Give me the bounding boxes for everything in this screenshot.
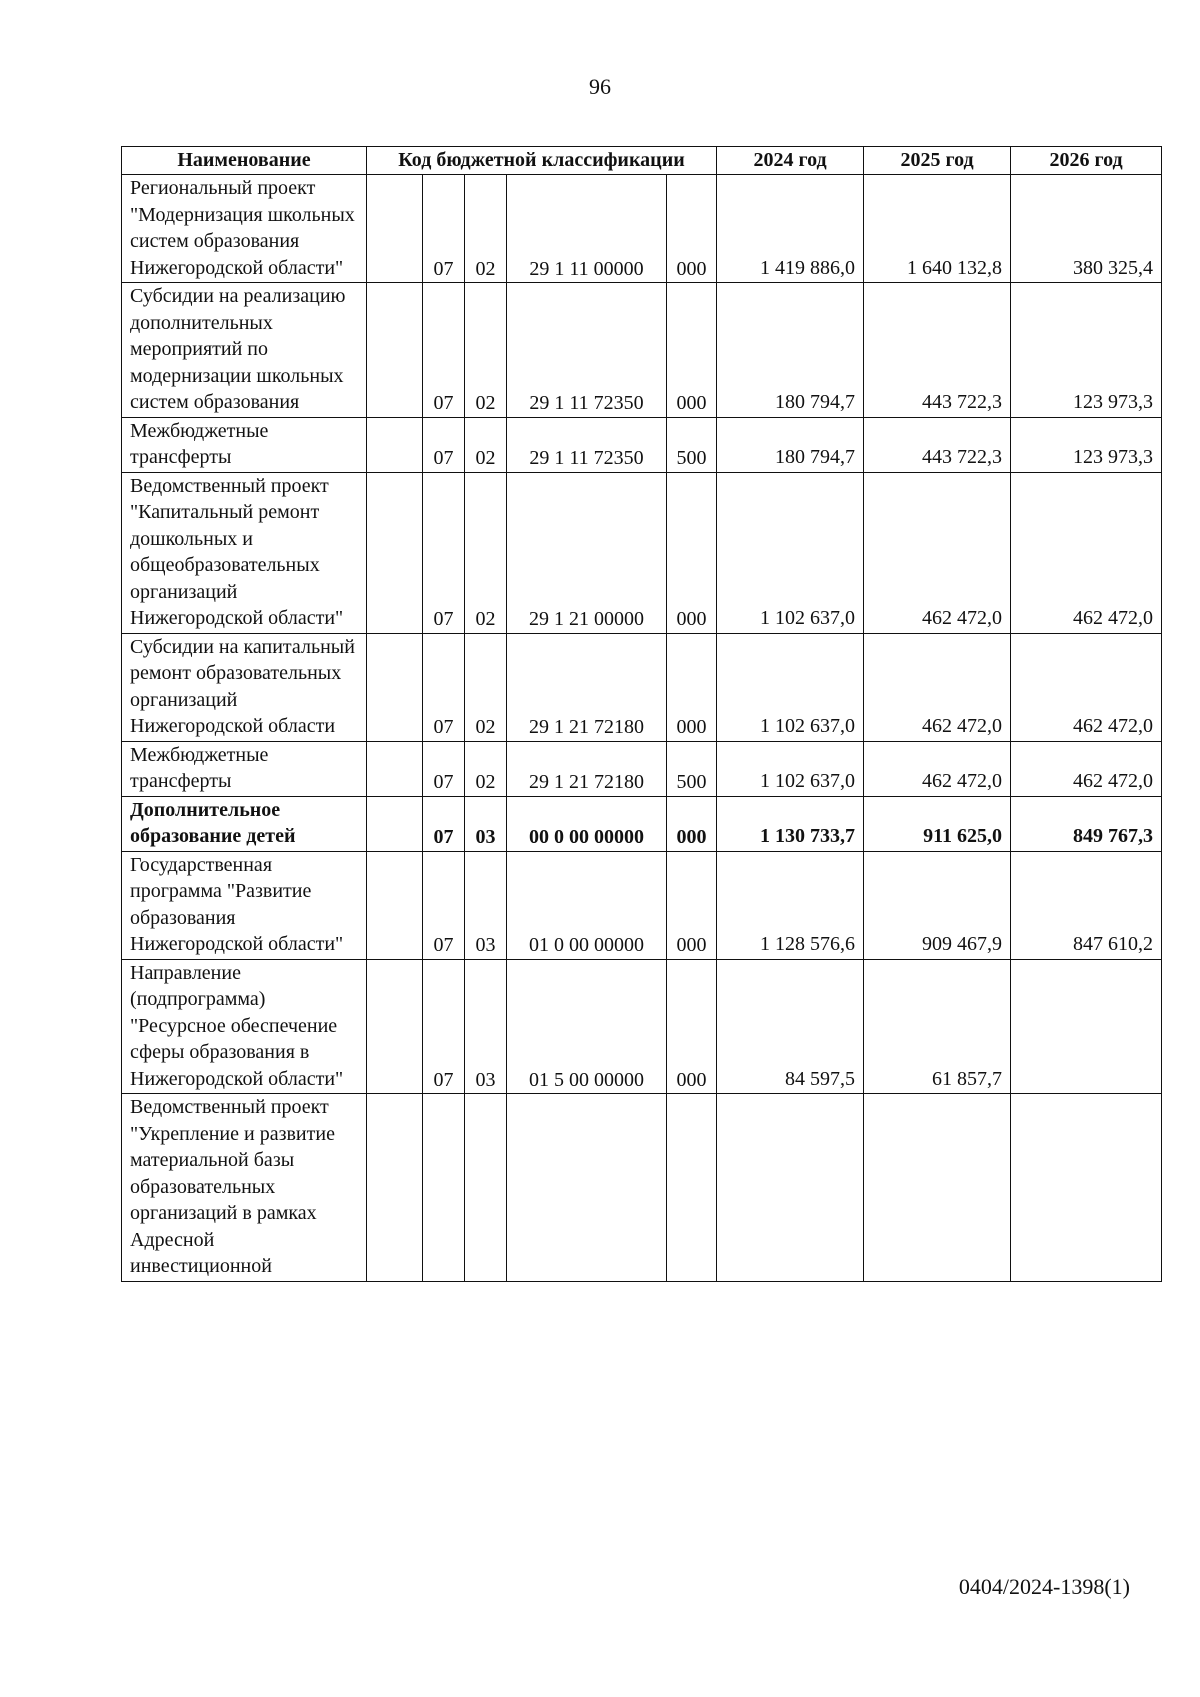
table-row — [122, 959, 1162, 1094]
row-empty-code — [367, 633, 423, 741]
row-amount-2026: 123 973,3 — [1011, 417, 1162, 472]
row-expense-type: 500 — [667, 741, 717, 796]
table-row — [122, 851, 1162, 959]
row-expense-type: 500 — [667, 417, 717, 472]
table-row — [122, 175, 1162, 283]
row-podrazdel: 02 — [465, 633, 507, 741]
row-expense-type: 000 — [667, 283, 717, 418]
row-amount-2026: 847 610,2 — [1011, 851, 1162, 959]
row-amount-2026: 462 472,0 — [1011, 741, 1162, 796]
row-target-article: 00 0 00 00000 — [507, 796, 667, 851]
table-row — [122, 472, 1162, 633]
row-amount-2025: 462 472,0 — [864, 472, 1011, 633]
row-podrazdel: 02 — [465, 283, 507, 418]
row-name: Региональный проект "Модернизация школьных систем образования Нижегородской области" — [122, 175, 367, 283]
row-amount-2024: 1 128 576,6 — [717, 851, 864, 959]
header-code: Код бюджетной классификации — [367, 147, 717, 175]
row-razdel: 07 — [423, 283, 465, 418]
row-amount-2025: 1 640 132,8 — [864, 175, 1011, 283]
table-header-row — [122, 147, 1162, 175]
document-code: 0404/2024-1398(1) — [958, 1574, 1130, 1599]
row-amount-2024: 180 794,7 — [717, 417, 864, 472]
row-target-article: 29 1 21 00000 — [507, 472, 667, 633]
row-amount-2025: 443 722,3 — [864, 417, 1011, 472]
row-razdel: 07 — [423, 417, 465, 472]
row-name: Субсидии на реализацию дополнительных мероприятий по модернизации школьных систем образования — [122, 283, 367, 418]
row-empty-code — [367, 472, 423, 633]
row-empty-code — [367, 796, 423, 851]
table-row — [122, 796, 1162, 851]
table-row — [122, 283, 1162, 418]
row-razdel — [423, 1094, 465, 1282]
row-podrazdel: 02 — [465, 741, 507, 796]
row-expense-type — [667, 1094, 717, 1282]
row-amount-2025: 911 625,0 — [864, 796, 1011, 851]
row-expense-type: 000 — [667, 175, 717, 283]
row-amount-2026: 462 472,0 — [1011, 633, 1162, 741]
row-empty-code — [367, 851, 423, 959]
row-podrazdel: 02 — [465, 472, 507, 633]
row-amount-2025 — [864, 1094, 1011, 1282]
row-target-article: 29 1 21 72180 — [507, 633, 667, 741]
row-target-article: 29 1 11 72350 — [507, 417, 667, 472]
row-target-article: 29 1 21 72180 — [507, 741, 667, 796]
row-target-article — [507, 1094, 667, 1282]
row-amount-2025: 909 467,9 — [864, 851, 1011, 959]
row-podrazdel: 03 — [465, 796, 507, 851]
row-amount-2024: 1 419 886,0 — [717, 175, 864, 283]
budget-table — [121, 146, 1162, 1282]
row-name: Дополнительное образование детей — [122, 796, 367, 851]
table-row — [122, 741, 1162, 796]
row-amount-2026 — [1011, 959, 1162, 1094]
row-empty-code — [367, 1094, 423, 1282]
row-name: Ведомственный проект "Укрепление и развитие материальной базы образовательных организаций в рамках Адресной инвестиционной — [122, 1094, 367, 1282]
row-amount-2024: 180 794,7 — [717, 283, 864, 418]
row-name: Межбюджетные трансферты — [122, 741, 367, 796]
row-target-article: 01 5 00 00000 — [507, 959, 667, 1094]
row-amount-2026: 462 472,0 — [1011, 472, 1162, 633]
row-name: Субсидии на капитальный ремонт образовательных организаций Нижегородской области — [122, 633, 367, 741]
row-amount-2025: 443 722,3 — [864, 283, 1011, 418]
row-empty-code — [367, 175, 423, 283]
row-amount-2024 — [717, 1094, 864, 1282]
row-podrazdel: 03 — [465, 959, 507, 1094]
page-number: 96 — [589, 74, 611, 99]
row-empty-code — [367, 417, 423, 472]
row-razdel: 07 — [423, 851, 465, 959]
row-podrazdel — [465, 1094, 507, 1282]
row-target-article: 01 0 00 00000 — [507, 851, 667, 959]
row-amount-2026: 123 973,3 — [1011, 283, 1162, 418]
row-target-article: 29 1 11 72350 — [507, 283, 667, 418]
header-name: Наименование — [122, 147, 367, 175]
header-2024: 2024 год — [717, 147, 864, 175]
row-amount-2024: 1 102 637,0 — [717, 633, 864, 741]
row-expense-type: 000 — [667, 851, 717, 959]
row-empty-code — [367, 741, 423, 796]
row-expense-type: 000 — [667, 959, 717, 1094]
row-empty-code — [367, 959, 423, 1094]
row-amount-2024: 1 102 637,0 — [717, 472, 864, 633]
row-expense-type: 000 — [667, 633, 717, 741]
header-2026: 2026 год — [1011, 147, 1162, 175]
row-razdel: 07 — [423, 741, 465, 796]
row-amount-2024: 1 102 637,0 — [717, 741, 864, 796]
row-amount-2026: 849 767,3 — [1011, 796, 1162, 851]
row-razdel: 07 — [423, 796, 465, 851]
row-empty-code — [367, 283, 423, 418]
row-podrazdel: 02 — [465, 175, 507, 283]
table-body — [122, 175, 1162, 1282]
row-razdel: 07 — [423, 959, 465, 1094]
row-podrazdel: 02 — [465, 417, 507, 472]
row-razdel: 07 — [423, 175, 465, 283]
row-name: Межбюджетные трансферты — [122, 417, 367, 472]
row-razdel: 07 — [423, 472, 465, 633]
row-amount-2026 — [1011, 1094, 1162, 1282]
row-amount-2025: 462 472,0 — [864, 633, 1011, 741]
row-expense-type: 000 — [667, 472, 717, 633]
row-name: Направление (подпрограмма) "Ресурсное обеспечение сферы образования в Нижегородской области" — [122, 959, 367, 1094]
row-expense-type: 000 — [667, 796, 717, 851]
row-name: Ведомственный проект "Капитальный ремонт дошкольных и общеобразовательных организаций Нижегородской области" — [122, 472, 367, 633]
table-row — [122, 417, 1162, 472]
row-target-article: 29 1 11 00000 — [507, 175, 667, 283]
header-2025: 2025 год — [864, 147, 1011, 175]
row-amount-2024: 1 130 733,7 — [717, 796, 864, 851]
row-amount-2025: 462 472,0 — [864, 741, 1011, 796]
row-razdel: 07 — [423, 633, 465, 741]
row-amount-2024: 84 597,5 — [717, 959, 864, 1094]
table-row — [122, 633, 1162, 741]
table-row — [122, 1094, 1162, 1282]
row-name: Государственная программа "Развитие образования Нижегородской области" — [122, 851, 367, 959]
row-podrazdel: 03 — [465, 851, 507, 959]
row-amount-2026: 380 325,4 — [1011, 175, 1162, 283]
row-amount-2025: 61 857,7 — [864, 959, 1011, 1094]
